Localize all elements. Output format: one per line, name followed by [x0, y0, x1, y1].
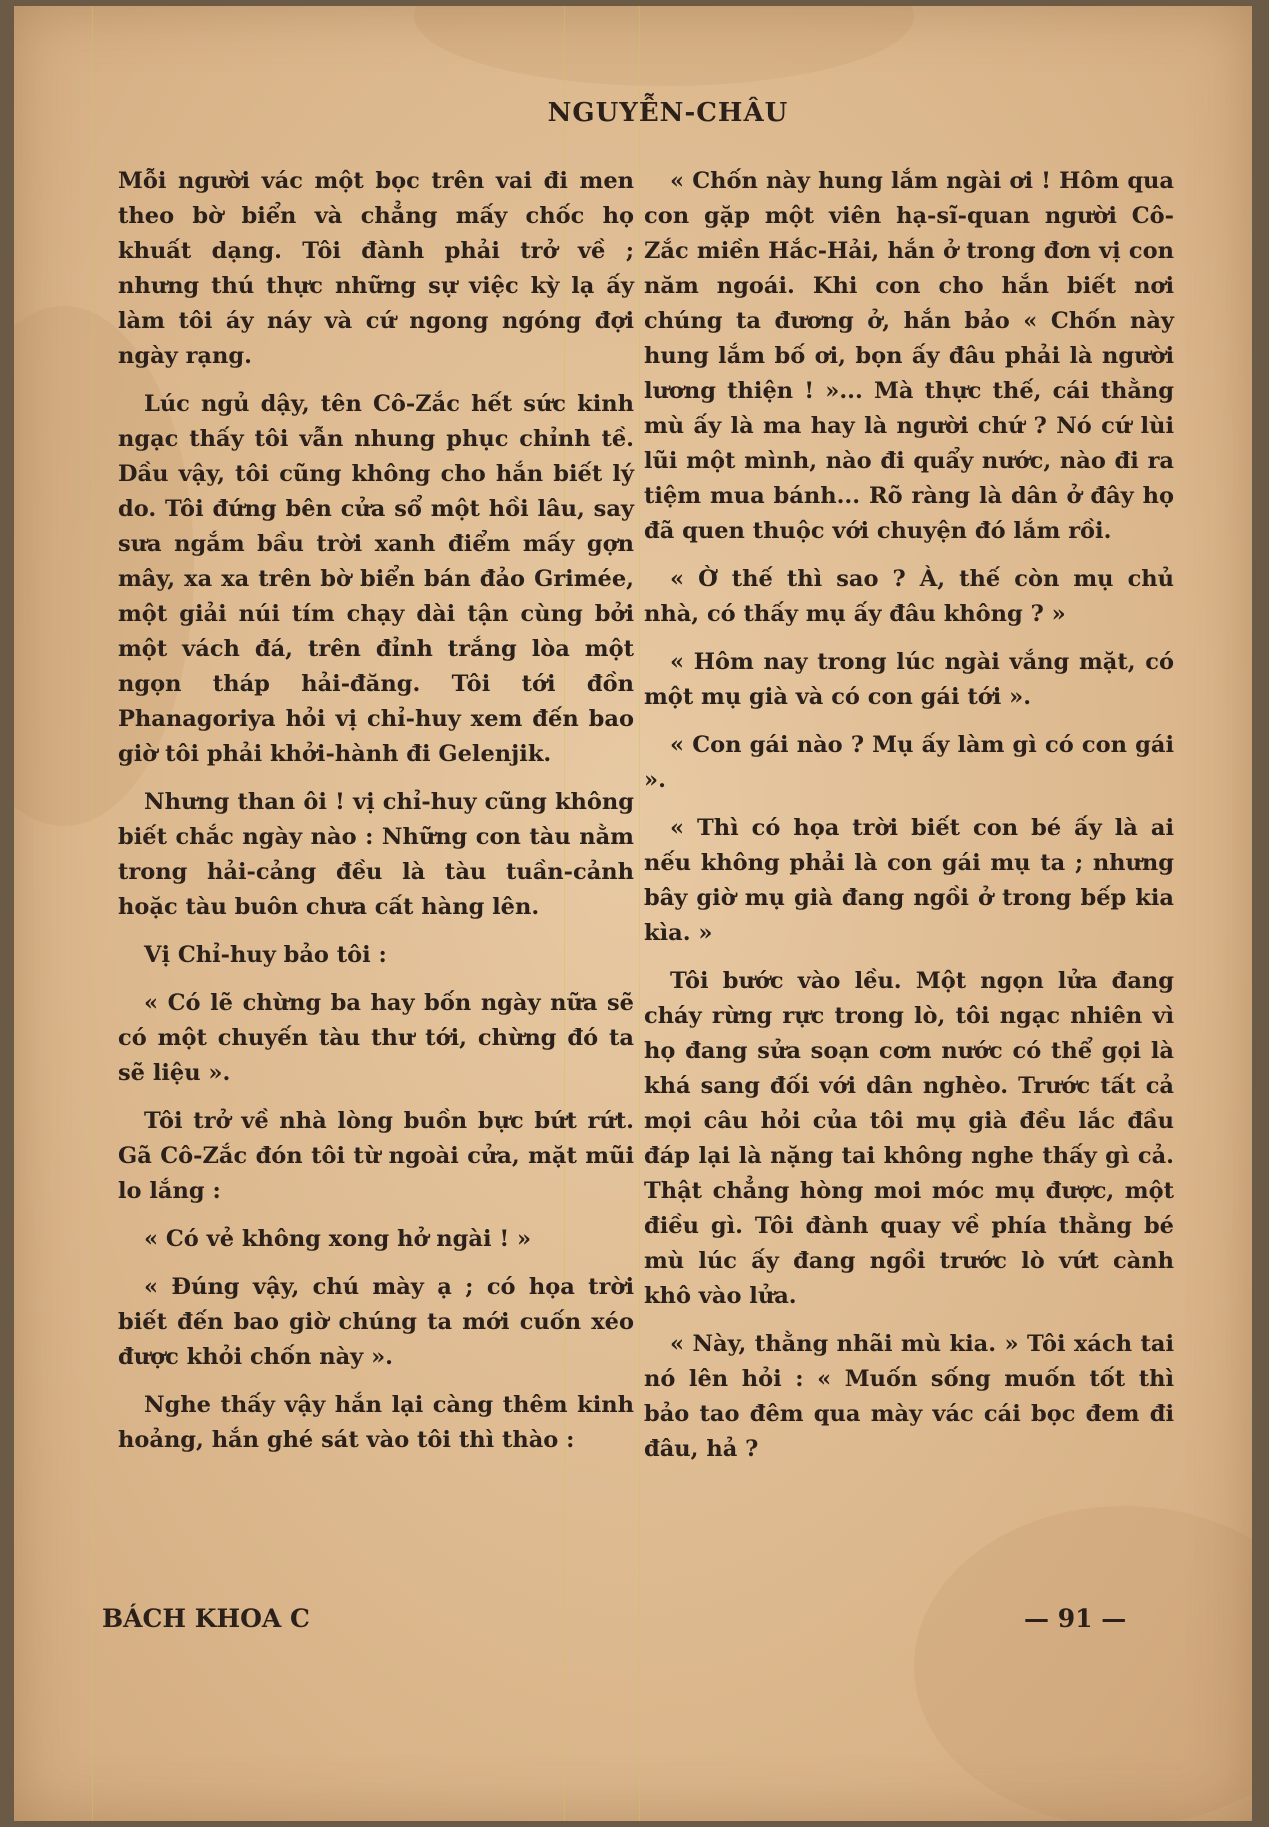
paragraph: « Có vẻ không xong hở ngài ! »	[144, 1226, 532, 1252]
magazine-page	[14, 6, 1252, 1821]
paragraph: Vị Chỉ-huy bảo tôi :	[144, 942, 387, 968]
paragraph: « Hôm nay trong lúc ngài vắng mặt, có một mụ già và có con gái tới ».	[644, 649, 1174, 710]
paragraph: Tôi trở về nhà lòng buồn bực bứt rứt. Gã Cô-Zắc đón tôi từ ngoài cửa, mặt mũi lo lắng :	[118, 1108, 634, 1204]
paragraph: Lúc ngủ dậy, tên Cô-Zắc hết sức kinh ngạc thấy tôi vẫn nhung phục chỉnh tề. Dầu vậy, tôi cũng không cho hắn biết lý do. Tôi đứng bên cửa sổ một hồi lâu, say sưa ngắm bầu trời xanh điểm mấy gợn mây, xa xa trên bờ biển bán đảo Grimée, một giải núi tím chạy dài tận cùng bởi một vách đá, trên đỉnh trắng lòa một ngọn tháp hải-đăng. Tôi tới đồn Phanagoriya hỏi vị chỉ-huy xem đến bao giờ tôi phải khởi-hành đi Gelenjik.	[118, 391, 634, 767]
paragraph: Nghe thấy vậy hắn lại càng thêm kinh hoảng, hắn ghé sát vào tôi thì thào :	[118, 1392, 634, 1453]
paragraph: Tôi bước vào lều. Một ngọn lửa đang cháy rừng rực trong lò, tôi ngạc nhiên vì họ đang sửa soạn cơm nước có thể gọi là khá sang đối với dân nghèo. Trước tất cả mọi câu hỏi của tôi mụ già đều lắc đầu đáp lại là nặng tai không nghe thấy gì cả. Thật chẳng hòng moi móc mụ được, một điều gì. Tôi đành quay về phía thằng bé mù lúc ấy đang ngồi trước lò vứt cành khô vào lửa.	[644, 968, 1174, 1309]
paragraph: Nhưng than ôi ! vị chỉ-huy cũng không biết chắc ngày nào : Những con tàu nằm trong hải-cảng đều là tàu tuần-cảnh hoặc tàu buôn chưa cất hàng lên.	[118, 789, 634, 920]
magazine-name: BÁCH KHOA C	[102, 1604, 310, 1633]
paper-stain	[914, 1506, 1252, 1821]
scan-guide-line	[92, 6, 93, 1821]
paragraph: « Này, thằng nhãi mù kia. » Tôi xách tai nó lên hỏi : « Muốn sống muốn tốt thì bảo tao đêm qua mày vác cái bọc đem đi đâu, hả ?	[644, 1331, 1174, 1462]
paragraph: « Có lẽ chừng ba hay bốn ngày nữa sẽ có một chuyến tàu thư tới, chừng đó ta sẽ liệu ».	[118, 990, 634, 1086]
paragraph: « Thì có họa trời biết con bé ấy là ai nếu không phải là con gái mụ ta ; nhưng bây giờ mụ già đang ngồi ở trong bếp kia kìa. »	[644, 815, 1174, 946]
page-number: — 91 —	[1024, 1604, 1127, 1633]
paragraph: « Con gái nào ? Mụ ấy làm gì có con gái ».	[644, 732, 1174, 793]
paragraph: Mỗi người vác một bọc trên vai đi men theo bờ biển và chẳng mấy chốc họ khuất dạng. Tôi đành phải trở về ; nhưng thú thực những sự việc kỳ lạ ấy làm tôi áy náy và cứ ngong ngóng đợi ngày rạng.	[118, 168, 634, 369]
paragraph: « Đúng vậy, chú mày ạ ; có họa trời biết đến bao giờ chúng ta mới cuốn xéo được khỏi chốn này ».	[118, 1274, 634, 1370]
running-head: NGUYỄN-CHÂU	[547, 98, 789, 128]
paragraph: « Chốn này hung lắm ngài ơi ! Hôm qua con gặp một viên hạ-sĩ-quan người Cô-Zắc miền Hắc-Hải, hắn ở trong đơn vị con năm ngoái. Khi con cho hắn biết nơi chúng ta đương ở, hắn bảo « Chốn này hung lắm bố ơi, bọn ấy đâu phải là người lương thiện ! »... Mà thực thế, cái thằng mù ấy là ma hay là người chứ ? Nó cứ lùi lũi một mình, nào đi quẩy nước, nào đi ra tiệm mua bánh... Rõ ràng là dân ở đây họ đã quen thuộc với chuyện đó lắm rồi.	[644, 168, 1174, 544]
scan-guide-line	[639, 6, 640, 1821]
left-column	[118, 164, 634, 1471]
paper-stain	[414, 6, 914, 86]
right-column	[644, 164, 1174, 1480]
paragraph: « Ờ thế thì sao ? À, thế còn mụ chủ nhà, có thấy mụ ấy đâu không ? »	[644, 566, 1174, 627]
